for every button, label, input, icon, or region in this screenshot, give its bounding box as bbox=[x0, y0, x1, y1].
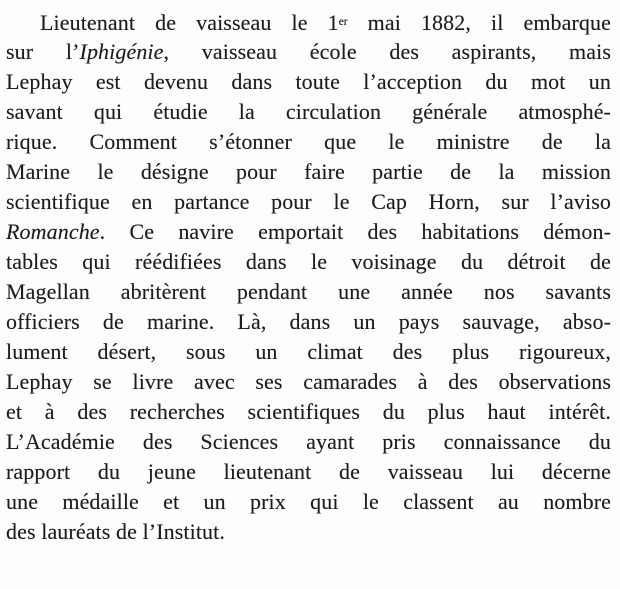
ship-name-italic: Iphigénie bbox=[79, 39, 164, 64]
text-segment: et à des recherches scientifiques du plus haut intérêt. bbox=[6, 399, 611, 424]
ordinal-superscript: er bbox=[338, 16, 348, 28]
text-segment: Lieutenant de vaisseau le 1 bbox=[40, 10, 339, 36]
text-line bbox=[6, 487, 611, 517]
ship-name-italic: Romanche bbox=[6, 219, 100, 244]
text-line bbox=[6, 7, 611, 37]
text-segment: rapport du jeune lieutenant de vaisseau lui décerne bbox=[6, 459, 611, 484]
text-segment: lument désert, sous un climat des plus rigoureux, bbox=[6, 339, 611, 364]
text-line bbox=[6, 337, 611, 367]
text-segment: mai 1882, il embarque bbox=[347, 10, 611, 36]
text-segment: . Ce navire emportait des habitations démon- bbox=[99, 219, 611, 244]
text-line bbox=[6, 217, 611, 247]
text-segment: rique. Comment s’étonner que le ministre de la bbox=[6, 129, 611, 154]
text-line bbox=[6, 97, 611, 127]
text-segment: L’Académie des Sciences ayant pris connaissance du bbox=[6, 429, 611, 454]
text-segment: tables qui réédifiées dans le voisinage du détroit de bbox=[6, 249, 611, 274]
text-segment: Lephay est devenu dans toute l’acception du mot un bbox=[6, 69, 611, 94]
text-segment: officiers de marine. Là, dans un pays sauvage, abso- bbox=[6, 309, 611, 334]
text-line bbox=[6, 457, 611, 487]
text-segment: savant qui étudie la circulation générale atmosphé- bbox=[6, 99, 611, 124]
text-line bbox=[6, 37, 611, 67]
text-segment: Marine le désigne pour faire partie de la mission bbox=[6, 159, 611, 184]
text-line bbox=[6, 307, 611, 337]
text-block bbox=[6, 7, 611, 547]
text-segment: Magellan abritèrent pendant une année nos savants bbox=[6, 279, 611, 304]
text-line bbox=[6, 427, 611, 457]
text-segment: , vaisseau école des aspirants, mais bbox=[163, 39, 611, 64]
text-segment: des lauréats de l’Institut. bbox=[6, 519, 225, 544]
text-line bbox=[6, 277, 611, 307]
text-segment: une médaille et un prix qui le classent au nombre bbox=[6, 489, 611, 514]
text-line bbox=[6, 517, 611, 547]
text-line bbox=[6, 67, 611, 97]
text-segment: scientifique en partance pour le Cap Horn, sur l’aviso bbox=[6, 189, 611, 214]
text-segment: Lephay se livre avec ses camarades à des observations bbox=[6, 369, 611, 394]
text-line bbox=[6, 397, 611, 427]
text-segment: sur l’ bbox=[6, 39, 80, 64]
text-line bbox=[6, 187, 611, 217]
text-line bbox=[6, 367, 611, 397]
text-line bbox=[6, 247, 611, 277]
text-line bbox=[6, 127, 611, 157]
text-line bbox=[6, 157, 611, 187]
